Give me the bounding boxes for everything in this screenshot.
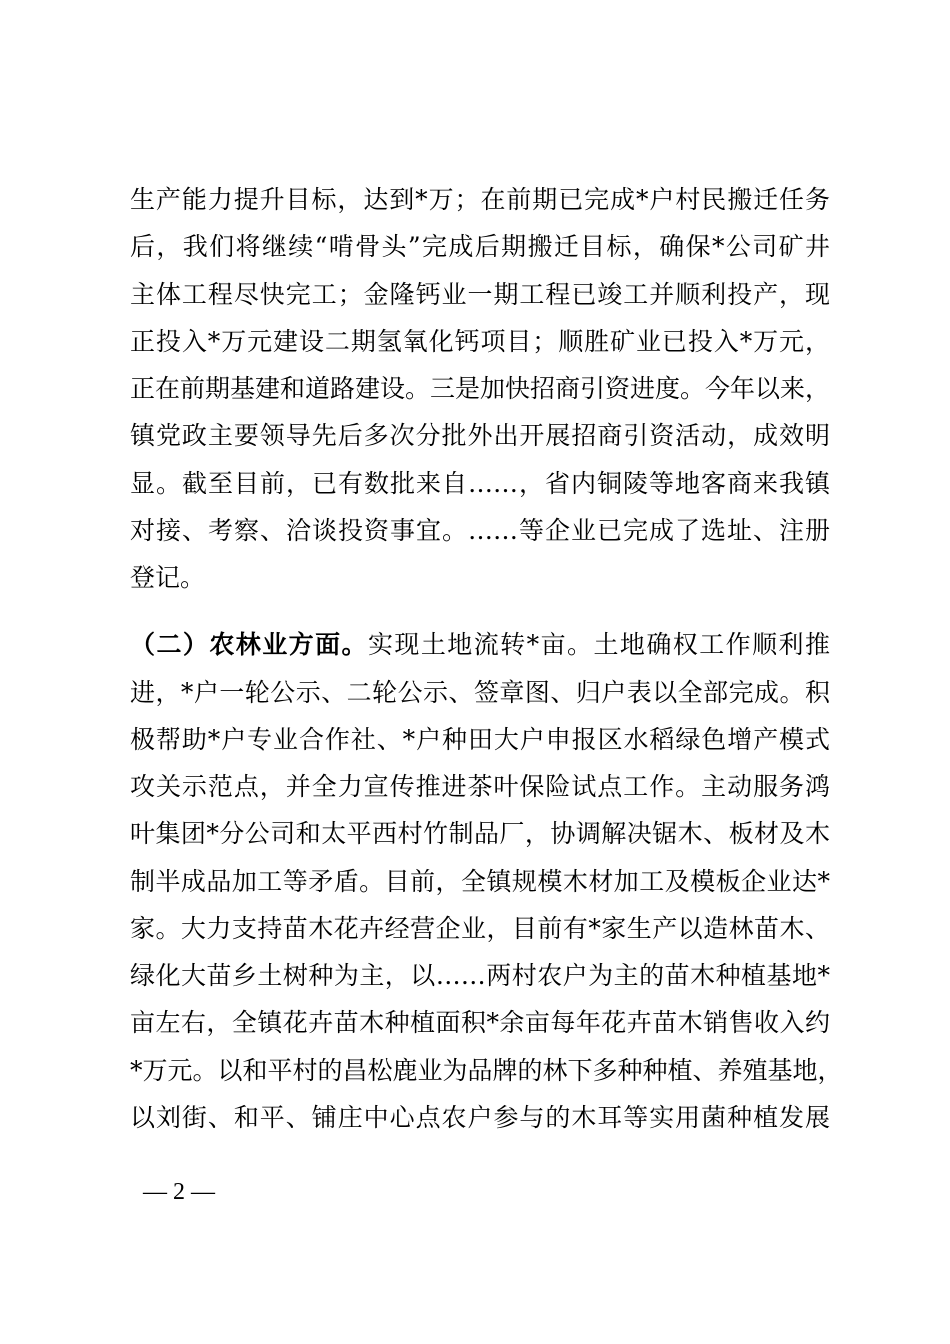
text-line: 亩左右，全镇花卉苗木种植面积*余亩每年花卉苗木销售收入约 xyxy=(130,1008,830,1038)
text-line-rest: 实现土地流转*亩。土地确权工作顺利推 xyxy=(367,630,830,660)
text-line: 绿化大苗乡土树种为主，以……两村农户为主的苗木种植基地* xyxy=(130,961,830,990)
text-line: 后，我们将继续“啃骨头”完成后期搬迁目标，确保*公司矿井 xyxy=(130,232,830,262)
text-line: 登记。 xyxy=(130,563,206,592)
text-line: 极帮助*户专业合作社、*户种田大户申报区水稻绿色增产模式 xyxy=(130,724,830,754)
document-body xyxy=(130,176,843,1161)
section-heading: （二）农林业方面。 xyxy=(130,630,368,660)
paragraph-industry xyxy=(130,176,830,601)
text-line: 进，*户一轮公示、二轮公示、签章图、归户表以全部完成。积 xyxy=(130,677,830,707)
text-line: 叶集团*分公司和太平西村竹制品厂，协调解决锯木、板材及木 xyxy=(130,819,830,849)
paragraph-agriculture-forestry xyxy=(130,621,843,1141)
text-line: 镇党政主要领导先后多次分批外出开展招商引资活动，成效明 xyxy=(130,421,830,451)
text-line: 以刘街、和平、铺庄中心点农户参与的木耳等实用菌种植发展 xyxy=(130,1102,830,1132)
text-line: *万元。以和平村的昌松鹿业为品牌的林下多种种植、养殖基地， xyxy=(130,1055,843,1085)
text-line: 家。大力支持苗木花卉经营企业，目前有*家生产以造林苗木、 xyxy=(130,913,830,943)
text-line: 生产能力提升目标，达到*万；在前期已完成*户村民搬迁任务 xyxy=(130,185,830,214)
text-line: 攻关示范点，并全力宣传推进茶叶保险试点工作。主动服务鸿 xyxy=(130,772,830,801)
text-line: 对接、考察、洽谈投资事宜。……等企业已完成了选址、注册 xyxy=(130,515,830,545)
text-line: 显。截至目前，已有数批来自……，省内铜陵等地客商来我镇 xyxy=(130,468,830,498)
text-line: 主体工程尽快完工；金隆钙业一期工程已竣工并顺利投产，现 xyxy=(130,279,830,309)
text-line: 正在前期基建和道路建设。三是加快招商引资进度。今年以来， xyxy=(130,374,831,403)
text-line: 正投入*万元建设二期氢氧化钙项目；顺胜矿业已投入*万元， xyxy=(130,326,830,356)
page-number: — 2 — xyxy=(143,1179,215,1205)
text-line xyxy=(130,621,830,668)
text-line: 制半成品加工等矛盾。目前，全镇规模木材加工及模板企业达* xyxy=(130,866,830,896)
